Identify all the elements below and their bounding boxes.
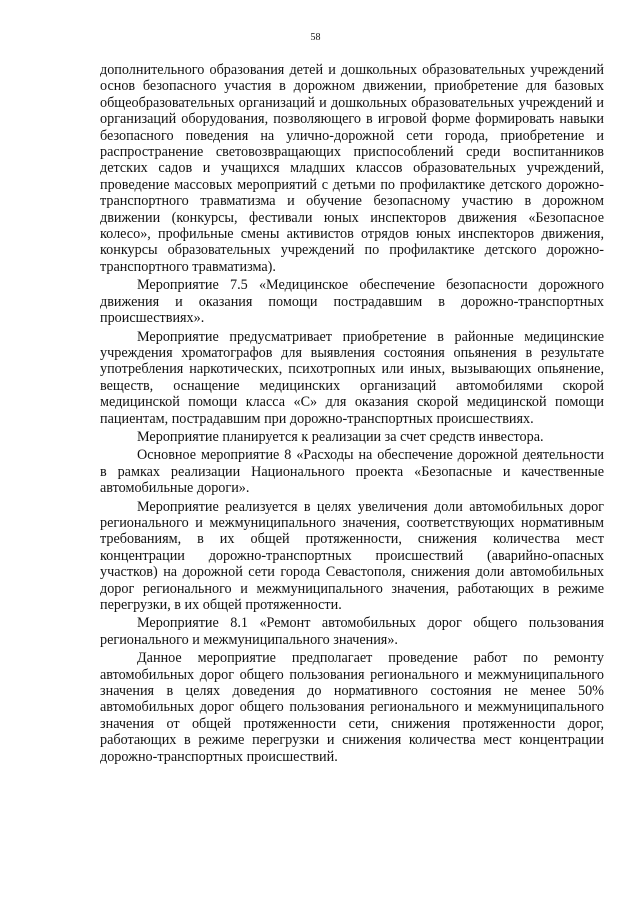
- paragraph: Данное мероприятие предполагает проведение работ по ремонту автомобильных дорог общего пользования регионального и межмуниципального значения в целях доведения до нормативного состояния не менее 50% автомобильных дорог общего пользования регионального и межмуниципального значения от общей протяженности сети, снижения протяженности дорог, работающих в режиме перегрузки и снижения количества мест концентрации дорожно-транспортных происшествий.: [100, 650, 604, 765]
- paragraph: Мероприятие реализуется в целях увеличения доли автомобильных дорог регионального и межмуниципального значения, соответствующих нормативным требованиям, в их общей протяженности, снижения количества мест концентрации дорожно-транспортных происшествий (аварийно-опасных участков) на дорожной сети города Севастополя, снижения доли автомобильных дорог регионального и межмуниципального значения, работающих в режиме перегрузки, в их общей протяженности.: [100, 498, 604, 613]
- paragraph: Основное мероприятие 8 «Расходы на обеспечение дорожной деятельности в рамках реализации Национального проекта «Безопасные и качественные автомобильные дороги».: [100, 447, 604, 497]
- paragraph: Мероприятие 8.1 «Ремонт автомобильных дорог общего пользования регионального и межмуниципального значения».: [100, 615, 604, 648]
- paragraph: Мероприятие предусматривает приобретение в районные медицинские учреждения хроматографов для выявления состояния опьянения в результате употребления наркотических, психотропных или иных, вызывающих опьянение, веществ, оснащение медицинских организаций автомобилями скорой медицинской помощи класса «С» для оказания скорой медицинской помощи пациентам, пострадавшим при дорожно-транспортных происшествиях.: [100, 328, 604, 427]
- paragraph: дополнительного образования детей и дошкольных образовательных учреждений основ безопасного участия в дорожном движении, приобретение для базовых общеобразовательных организаций и дошкольных образовательных учреждений и организаций оборудования, позволяющего в игровой форме формировать навыки безопасного поведения на улично-дорожной сети города, приобретение и распространение световозвращающих приспособлений среди воспитанников детских садов и учащихся младших классов образовательных учреждений, проведение массовых мероприятий с детьми по профилактике детского дорожно-транспортного травматизма и обучение безопасному участию в дорожном движении (конкурсы, фестивали юных инспекторов движения «Безопасное колесо», профильные смены активистов отрядов юных инспекторов движения, конкурсы образовательных учреждений по профилактике детского дорожно-транспортного травматизма).: [100, 62, 604, 275]
- page-number: 58: [310, 32, 321, 43]
- page-body: [100, 62, 604, 767]
- paragraph: Мероприятие планируется к реализации за счет средств инвестора.: [137, 428, 544, 445]
- paragraph: Мероприятие 7.5 «Медицинское обеспечение безопасности дорожного движения и оказания помощи пострадавшим в дорожно-транспортных происшествиях».: [100, 277, 604, 327]
